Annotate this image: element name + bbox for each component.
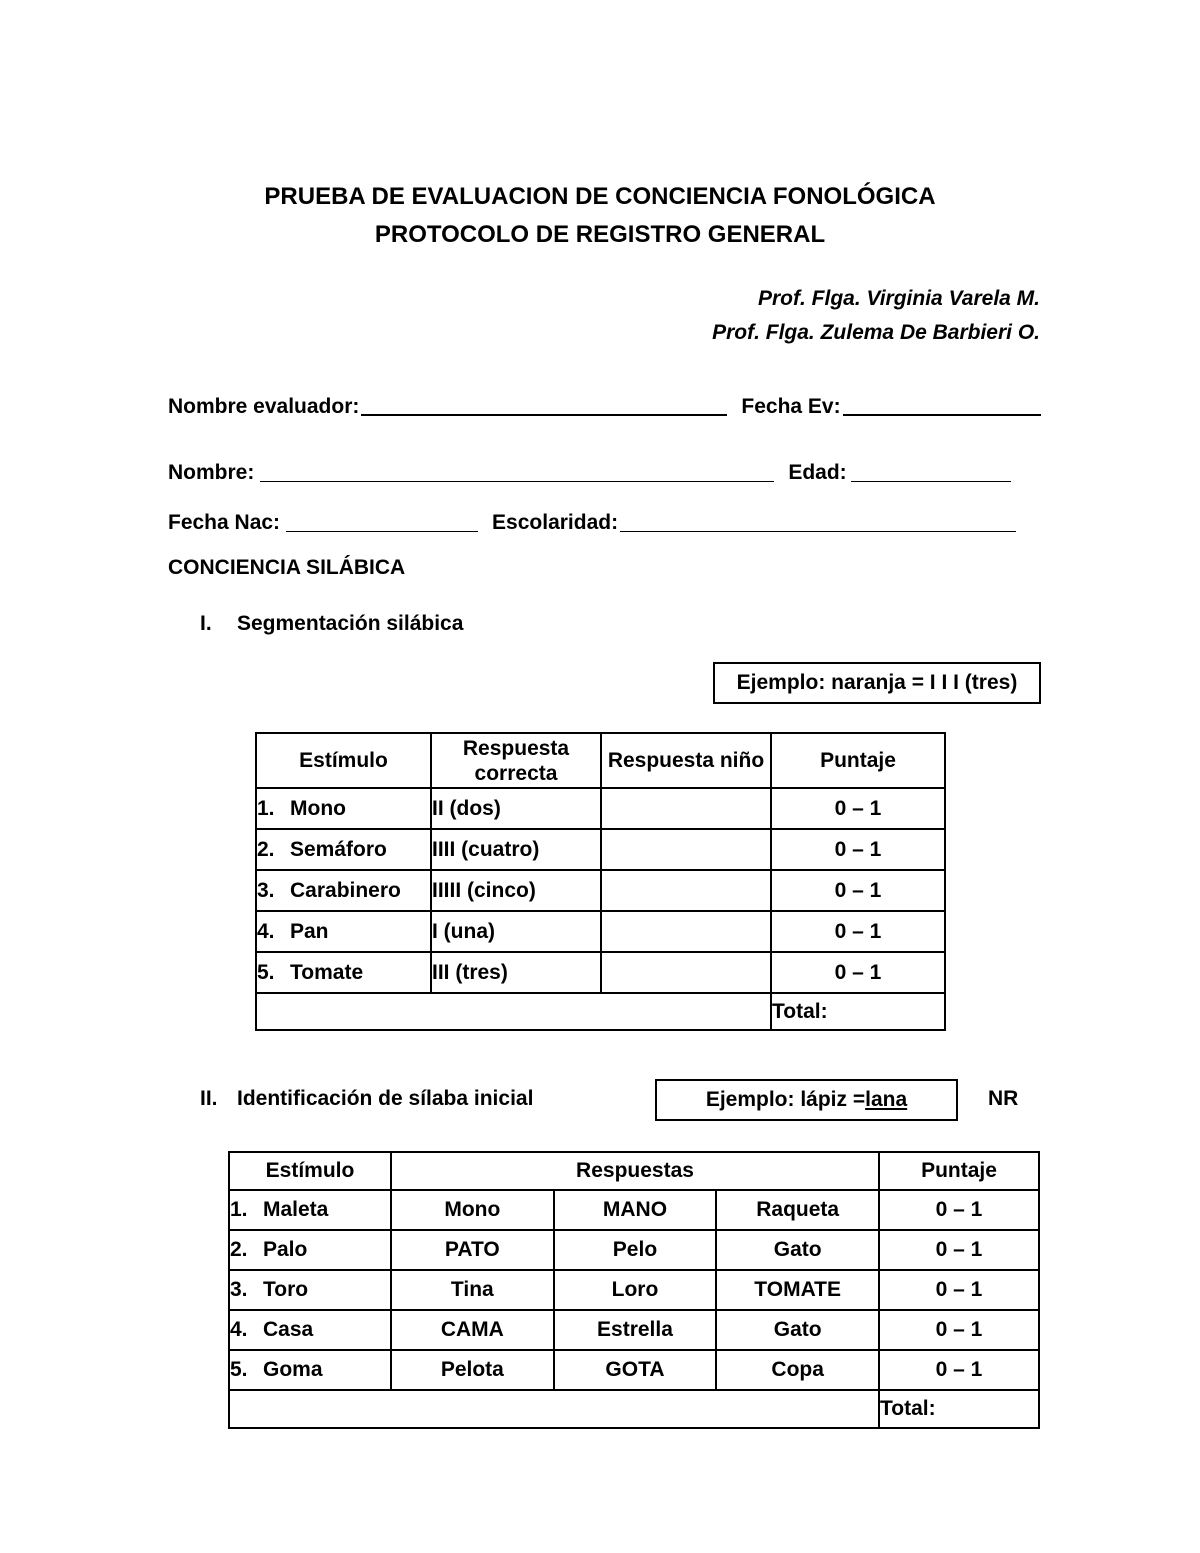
stimulus-word: Maleta: [263, 1198, 329, 1221]
stimulus-word: Casa: [263, 1318, 314, 1341]
row-number: 2.: [230, 1238, 248, 1261]
section-heading-conciencia-silabica: CONCIENCIA SILÁBICA: [168, 556, 406, 579]
row-number: 1.: [257, 796, 275, 820]
response-option-cell: Copa: [716, 1350, 879, 1390]
example2-prefix: Ejemplo: lápiz =: [705, 1088, 866, 1111]
header-respuesta-nino: Respuesta niño: [601, 733, 771, 788]
total-row: [229, 1390, 1039, 1428]
fecha-nac-blank-line: [286, 511, 478, 532]
response-option-cell: Pelo: [554, 1230, 717, 1270]
stimulus-cell: [229, 1270, 391, 1310]
header-puntaje: Puntaje: [771, 733, 945, 788]
form-line-fecha-nac: [168, 508, 1030, 538]
child-response-cell: [601, 952, 771, 993]
response-option-cell: Pelota: [391, 1350, 554, 1390]
authors-block: [0, 282, 1040, 350]
table-row: [256, 952, 945, 993]
score-cell: 0 – 1: [771, 829, 945, 870]
example1-text: Ejemplo: naranja = I I I (tres): [736, 671, 1018, 694]
header-puntaje: Puntaje: [879, 1152, 1039, 1190]
evaluator-label: Nombre evaluador:: [168, 395, 360, 418]
stimulus-cell: [256, 911, 431, 952]
example-box-segmentacion: [713, 662, 1041, 704]
segmentation-table: [255, 732, 946, 1031]
header-respuesta-correcta: Respuesta correcta: [431, 733, 601, 788]
section1-number: I.: [200, 612, 212, 635]
correct-answer-cell: II (dos): [431, 788, 601, 829]
response-option-cell: Estrella: [554, 1310, 717, 1350]
stimulus-cell: [256, 952, 431, 993]
row-number: 1.: [230, 1198, 248, 1221]
total-label-cell: Total:: [879, 1390, 1039, 1428]
stimulus-word: Mono: [290, 796, 346, 820]
header-estimulo: Estímulo: [256, 733, 431, 788]
stimulus-cell: [229, 1350, 391, 1390]
score-cell: 0 – 1: [879, 1190, 1039, 1230]
child-response-cell: [601, 911, 771, 952]
stimulus-word: Palo: [263, 1238, 308, 1261]
form-line-nombre: [168, 458, 1030, 488]
edad-blank-line: [851, 461, 1011, 482]
response-option-cell: CAMA: [391, 1310, 554, 1350]
section1-title: Segmentación silábica: [237, 612, 464, 635]
total-row: [256, 993, 945, 1030]
table-row: [229, 1190, 1039, 1230]
initial-syllable-table: [228, 1151, 1040, 1429]
stimulus-cell: [229, 1230, 391, 1270]
stimulus-word: Goma: [263, 1358, 323, 1381]
edad-label: Edad:: [788, 461, 847, 484]
response-option-cell: Gato: [716, 1310, 879, 1350]
fecha-ev-blank-line: [843, 395, 1041, 416]
section1-heading: [200, 612, 1200, 636]
response-option-cell: Raqueta: [716, 1190, 879, 1230]
header-respuestas: Respuestas: [391, 1152, 879, 1190]
total-empty-cell: [256, 993, 771, 1030]
stimulus-cell: [229, 1310, 391, 1350]
stimulus-word: Toro: [263, 1278, 309, 1301]
total-label-cell: Total:: [771, 993, 945, 1030]
score-cell: 0 – 1: [879, 1310, 1039, 1350]
title-line-2: PROTOCOLO DE REGISTRO GENERAL: [374, 221, 826, 248]
table-row: [256, 911, 945, 952]
nombre-blank-line: [260, 461, 774, 482]
response-option-cell: Gato: [716, 1230, 879, 1270]
table-row: [256, 829, 945, 870]
stimulus-cell: [256, 829, 431, 870]
evaluator-blank-line: [361, 395, 727, 416]
row-number: 4.: [230, 1318, 248, 1341]
response-option-cell: PATO: [391, 1230, 554, 1270]
response-option-cell: Mono: [391, 1190, 554, 1230]
score-cell: 0 – 1: [771, 788, 945, 829]
score-cell: 0 – 1: [879, 1350, 1039, 1390]
section2-number: II.: [200, 1087, 218, 1110]
total-empty-cell: [229, 1390, 879, 1428]
row-number: 4.: [257, 919, 275, 943]
escolaridad-blank-line: [620, 511, 1016, 532]
response-option-cell: Tina: [391, 1270, 554, 1310]
nr-label: NR: [988, 1087, 1019, 1110]
row-number: 2.: [257, 837, 275, 861]
author-line-1: Prof. Flga. Virginia Varela M.: [757, 287, 1040, 310]
title-line-1: PRUEBA DE EVALUACION DE CONCIENCIA FONOLÓGICA: [264, 183, 936, 210]
response-option-cell: GOTA: [554, 1350, 717, 1390]
response-option-cell: MANO: [554, 1190, 717, 1230]
child-response-cell: [601, 829, 771, 870]
response-option-cell: Loro: [554, 1270, 717, 1310]
title-block: [0, 0, 1200, 254]
example2-underlined-word: lana: [865, 1088, 908, 1111]
table-header-row: [256, 733, 945, 788]
stimulus-word: Carabinero: [290, 878, 401, 902]
stimulus-word: Pan: [290, 919, 329, 943]
fecha-ev-label: Fecha Ev:: [741, 395, 841, 418]
example-box-silaba-inicial: [655, 1079, 958, 1121]
fecha-nac-label: Fecha Nac:: [168, 511, 281, 534]
correct-answer-cell: IIII (cuatro): [431, 829, 601, 870]
stimulus-word: Tomate: [290, 960, 364, 984]
table-header-row: [229, 1152, 1039, 1190]
header-estimulo: Estímulo: [229, 1152, 391, 1190]
form-line-evaluator: [168, 392, 1030, 422]
correct-answer-cell: III (tres): [431, 952, 601, 993]
author-line-2: Prof. Flga. Zulema De Barbieri O.: [712, 321, 1040, 344]
correct-answer-cell: I (una): [431, 911, 601, 952]
stimulus-word: Semáforo: [290, 837, 387, 861]
row-number: 3.: [230, 1278, 248, 1301]
section2-title: Identificación de sílaba inicial: [237, 1087, 534, 1110]
row-number: 5.: [230, 1358, 248, 1381]
table-row: [256, 788, 945, 829]
score-cell: 0 – 1: [879, 1230, 1039, 1270]
row-number: 5.: [257, 960, 275, 984]
stimulus-cell: [256, 870, 431, 911]
row-number: 3.: [257, 878, 275, 902]
stimulus-cell: [256, 788, 431, 829]
score-cell: 0 – 1: [771, 911, 945, 952]
score-cell: 0 – 1: [879, 1270, 1039, 1310]
escolaridad-label: Escolaridad:: [492, 511, 619, 534]
response-option-cell: TOMATE: [716, 1270, 879, 1310]
table-row: [229, 1270, 1039, 1310]
score-cell: 0 – 1: [771, 952, 945, 993]
table-row: [229, 1310, 1039, 1350]
score-cell: 0 – 1: [771, 870, 945, 911]
child-response-cell: [601, 788, 771, 829]
table-row: [229, 1230, 1039, 1270]
section2-heading-row: [0, 1079, 1200, 1125]
stimulus-cell: [229, 1190, 391, 1230]
child-response-cell: [601, 870, 771, 911]
nombre-label: Nombre:: [168, 461, 255, 484]
correct-answer-cell: IIIII (cinco): [431, 870, 601, 911]
table-row: [256, 870, 945, 911]
table-row: [229, 1350, 1039, 1390]
